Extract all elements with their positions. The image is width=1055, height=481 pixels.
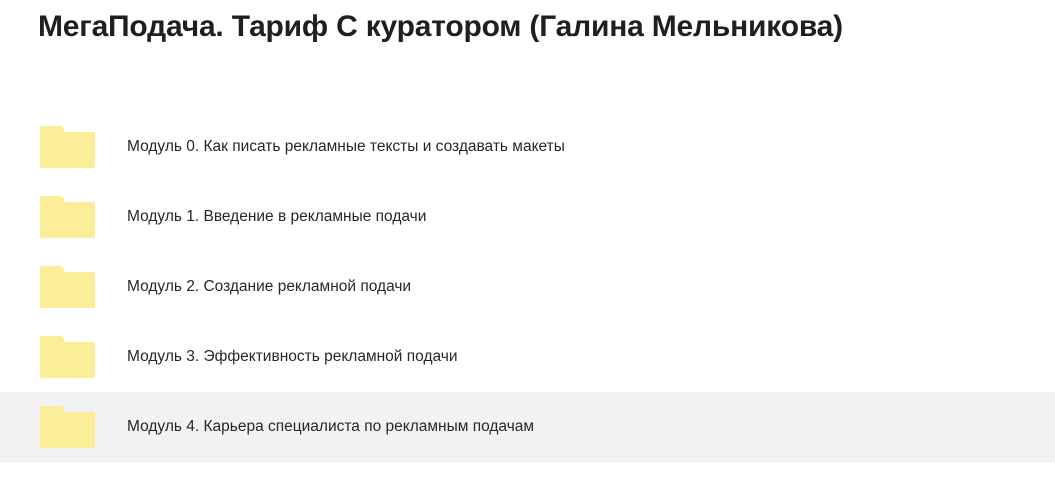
list-item-label: Модуль 3. Эффективность рекламной подачи <box>127 347 458 365</box>
folder-icon <box>40 126 95 168</box>
list-item[interactable] <box>0 322 1055 392</box>
list-item-label: Модуль 4. Карьера специалиста по рекламным подачам <box>127 417 535 435</box>
list-item[interactable] <box>0 182 1055 252</box>
folder-icon <box>40 406 95 448</box>
list-item[interactable] <box>0 112 1055 182</box>
folder-list <box>0 112 1055 462</box>
folder-icon <box>40 196 95 238</box>
list-item-label: Модуль 0. Как писать рекламные тексты и создавать макеты <box>127 137 565 155</box>
bottom-spacer <box>0 467 1055 481</box>
folder-icon <box>40 266 95 308</box>
list-item[interactable] <box>0 252 1055 322</box>
page-title: МегаПодача. Тариф С куратором (Галина Мельникова) <box>38 10 843 43</box>
list-item-label: Модуль 2. Создание рекламной подачи <box>127 277 412 295</box>
list-item[interactable] <box>0 392 1055 462</box>
list-item-label: Модуль 1. Введение в рекламные подачи <box>127 207 427 225</box>
folder-icon <box>40 336 95 378</box>
